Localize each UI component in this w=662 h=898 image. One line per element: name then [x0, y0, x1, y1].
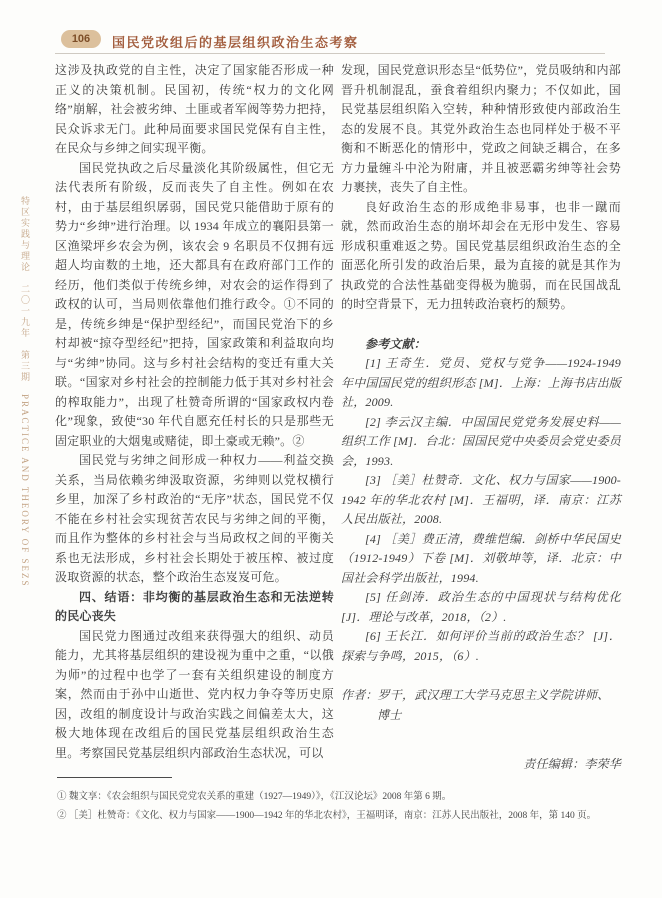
right-column	[341, 61, 621, 775]
footnote-divider	[57, 777, 172, 778]
paragraph: 这涉及执政党的自主性，决定了国家能否形成一种正义的决策机制。民国初，传统“权力的文化网络”崩解，社会被劣绅、土匪或者军阀等势力把持，民众诉求无门。此种局面要求国民党保有自主性，在民众与乡绅之间实现平衡。	[55, 63, 334, 155]
left-column	[55, 61, 334, 763]
reference-item: [3] ［美］杜赞奇．文化、权力与国家——1900-1942 年的华北农村 [M]．王福明，译．南京：江苏人民出版社，2008.	[341, 473, 621, 526]
paragraph: 良好政治生态的形成绝非易事，也非一蹴而就，然而政治生态的崩坏却会在无形中发生、容易形成积重难返之势。国民党基层组织政治生态的全面恶化所引发的政治后果，最为直接的就是其作为执政党的合法性基础变得极为脆弱，而在民国战乱的时空背景下，无力扭转政治衰朽的颓势。	[341, 199, 621, 311]
reference-item: [1] 王奇生．党员、党权与党争——1924-1949 年中国国民党的组织形态 [M]．上海：上海书店出版社，2009.	[341, 356, 621, 409]
footnote: ① 魏文享：《农会组织与国民党党农关系的重建（1927—1949）》，《江汉论坛》2008 年第 6 期。	[57, 792, 452, 802]
paragraph: 国民党力图通过改组来获得强大的组织、动员能力，尤其将基层组织的建设视为重中之重，“以俄为师”的过程中也学了一套有关组织建设的制度方案，然而由于孙中山逝世、党内权力争夺等历史原因，改组的制度设计与政治实践之间偏差太大，这极大地体现在改组后的国民党基层组织政治生态里。考察国民党基层组织内部政治生态状况，可以	[55, 628, 334, 760]
reference-item: [2] 李云汉主编．中国国民党党务发展史料——组织工作 [M]．台北：国国民党中央委员会党史委员会，1993.	[341, 414, 621, 468]
references-heading: 参考文献：	[365, 336, 427, 351]
author-block	[341, 686, 621, 725]
author-line: 博士	[377, 707, 402, 722]
reference-item: [6] 王长江．如何评价当前的政治生态？ [J]．探索与争鸣，2015，（6）.	[341, 629, 621, 663]
footnotes	[57, 788, 623, 826]
footnote: ② ［美］杜赞奇：《文化、权力与国家——1900—1942 年的华北农村》，王福明译，南京：江苏人民出版社，2008 年，第 140 页。	[57, 811, 597, 821]
author-line: 作者：罗干，武汉理工大学马克思主义学院讲师、	[341, 688, 610, 702]
editor-line: 责任编辑：李荣华	[523, 757, 621, 771]
page-number-badge: 106	[61, 30, 101, 48]
paragraph: 国民党与劣绅之间形成一种权力——利益交换关系，当局依赖劣绅汲取资源，劣绅则以党权横行乡里，加深了乡村政治的“无序”状态，国民党不仅不能在乡村社会实现贫苦农民与劣绅之间的平衡，而且作为整体的乡村社会与当局政权之间的平衡关系也无法形成，乡村社会长期处于被压榨、被过度汲取资源的状态，整个政治生态岌岌可危。	[55, 453, 334, 584]
paragraph: 发现，国民党意识形态呈“低势位”，党员吸纳和内部晋升机制混乱，蚕食着组织内聚力；不仅如此，国民党基层组织陷入空转，种种情形致使内部政治生态的发展不良。其党外政治生态也同样处于极不平衡和不断恶化的情形中，党政之间缺乏耦合，在多方力量缠斗中沦为附庸，并且被恶霸劣绅等社会势力裹挟，丧失了自主性。	[341, 63, 621, 194]
running-title: 国民党改组后的基层组织政治生态考察	[112, 35, 359, 50]
section-heading: 四、结语：非均衡的基层政治生态和无法逆转的民心丧失	[55, 589, 334, 623]
header-divider	[55, 53, 605, 54]
journal-sidebar-vertical-text: 特区实践与理论 二〇一九年 第三期 PRACTICE AND THEORY OF SEZS	[20, 196, 30, 588]
reference-item: [4] ［美］费正清，费维恺编．剑桥中华民国史（1912-1949）下卷 [M]．刘敬坤等，译．北京：中国社会科学出版社，1994.	[341, 531, 621, 585]
paragraph: 国民党执政之后尽量淡化其阶级属性，但它无法代表所有阶级，反而丧失了自主性。例如在农村，由于基层组织孱弱，国民党只能借助于原有的势力“乡绅”进行治理。以 1934 年成立的襄阳县第一区渔梁坪乡农会为例，该农会 9 名职员不仅拥有远超人均亩数的土地，还大都具有在政府部门工作的经历，他们类似于传统乡绅，对农会的运作得到了政权的认可，当局则依靠他们推行政令。①不同的是，传统乡绅是“保护型经纪”，而国民党治下的乡村却被“掠夺型经纪”把持，国家政策和利益取向均与“劣绅”协同。这与乡村社会结构的变迁有重大关联。“国家对乡村社会的控制能力低于其对乡村社会的榨取能力”，出现了杜赞奇所谓的“国家政权内卷化”现象，致使“30 年代自愿充任村长的只是那些无固定职业的大烟鬼或赌徒，即土豪或无赖”。②	[55, 160, 334, 448]
reference-item: [5] 任剑涛．政治生态的中国现状与结构优化 [J]．理论与改革，2018，（2）.	[341, 590, 621, 624]
